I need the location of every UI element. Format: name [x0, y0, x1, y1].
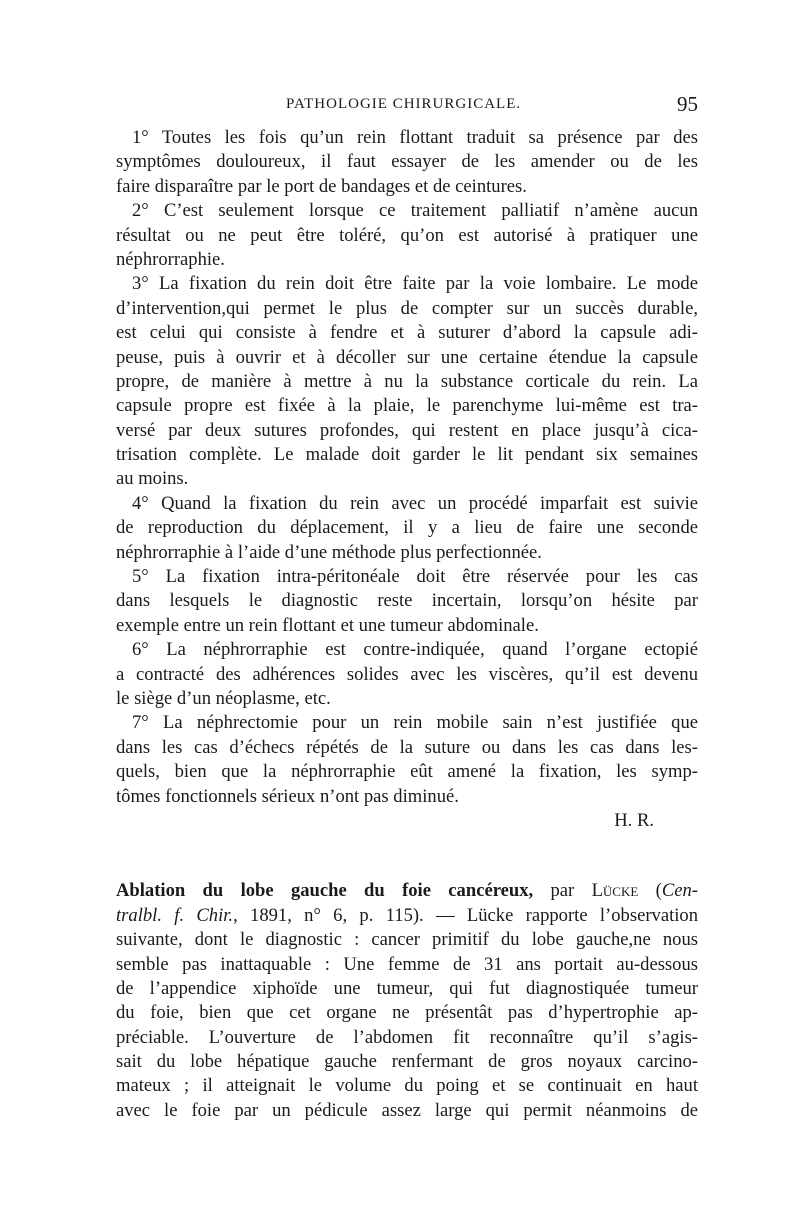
text-line: résultat ou ne peut être toléré, qu’on est autorisé à pratiquer une	[116, 224, 698, 246]
text-line: exemple entre un rein flottant et une tumeur abdominale.	[116, 614, 539, 636]
text-line: propre, de manière à mettre à nu la substance corticale du rein. La	[116, 370, 698, 392]
text-line: avec le foie par un pédicule assez large qui permit néanmoins de	[116, 1099, 698, 1121]
text-line: symptômes douloureux, il faut essayer de les amender ou de les	[116, 151, 698, 173]
text-line: 6° La néphrorraphie est contre-indiquée, quand l’organe ectopié	[132, 639, 698, 661]
by-text: par	[533, 880, 592, 902]
text-line: peuse, puis à ouvrir et à décoller sur une certaine étendue la capsule	[116, 346, 698, 368]
section-gap	[116, 833, 698, 879]
text-line: capsule propre est fixée à la plaie, le parenchyme lui-même est tra-	[116, 395, 698, 417]
text-line: sait du lobe hépatique gauche renfermant de gros noyaux carcino-	[116, 1051, 698, 1073]
text-line: dans les cas d’échecs répétés de la suture ou dans les cas dans les-	[116, 736, 698, 758]
page-number: 95	[677, 92, 698, 116]
text-line: de reproduction du déplacement, il y a lieu de faire une seconde	[116, 517, 698, 539]
text-line: trisation complète. Le malade doit garder le lit pendant six semaines	[116, 444, 698, 466]
text-line: 2° C’est seulement lorsque ce traitement palliatif n’amène aucun	[132, 200, 698, 222]
text-line: faire disparaître par le port de bandages et de ceintures.	[116, 175, 527, 197]
text-line: néphrorraphie.	[116, 248, 225, 270]
journal-name: tralbl. f. Chir.	[116, 904, 234, 926]
text-line: d’intervention,qui permet le plus de compter sur un succès durable,	[116, 297, 698, 319]
text-line: 5° La fixation intra-péritonéale doit être réservée pour les cas	[132, 566, 698, 588]
abstract-heading-line	[116, 879, 698, 903]
text-line: versé par deux sutures profondes, qui restent en place jusqu’à cica-	[116, 419, 698, 441]
text-line: est celui qui consiste à fendre et à suturer d’abord la capsule adi-	[116, 322, 698, 344]
article-title: Ablation du lobe gauche du foie cancéreux,	[116, 880, 534, 902]
text-line: 3° La fixation du rein doit être faite par la voie lombaire. Le mode	[132, 273, 698, 295]
text-line: 4° Quand la fixation du rein avec un procédé imparfait est suivie	[132, 492, 698, 514]
citation-text: , 1891, n° 6, p. 115). — Lücke rapporte l’observation	[233, 904, 698, 926]
book-page	[116, 92, 698, 1123]
citation-line	[116, 904, 698, 928]
text-line: 7° La néphrectomie pour un rein mobile sain n’est justifiée que	[132, 712, 698, 734]
text-line: a contracté des adhérences solides avec les viscères, qu’il est devenu	[116, 663, 698, 685]
text-line: au moins.	[116, 468, 189, 490]
text-line: 1° Toutes les fois qu’un rein flottant traduit sa présence par des	[132, 127, 698, 148]
text-line: le siège d’un néoplasme, etc.	[116, 687, 331, 709]
text-line: de l’appendice xiphoïde une tumeur, qui fut diagnostiquée tumeur	[116, 977, 698, 999]
text-line: néphrorraphie à l’aide d’une méthode plus perfectionnée.	[116, 541, 542, 563]
conclusions-section	[116, 126, 698, 833]
author-signature: H. R.	[614, 809, 654, 831]
text-line: du foie, bien que cet organe ne présentât pas d’hypertrophie ap-	[116, 1002, 698, 1024]
running-header	[116, 92, 698, 126]
open-paren: (	[638, 880, 662, 902]
abstract-section	[116, 879, 698, 1123]
text-line: semble pas inattaquable : Une femme de 31 ans portait au-dessous	[116, 953, 698, 975]
text-line: préciable. L’ouverture de l’abdomen fit reconnaître qu’il s’agis-	[116, 1026, 698, 1048]
text-line: mateux ; il atteignait le volume du poing et se continuait en haut	[116, 1075, 698, 1097]
running-title: PATHOLOGIE CHIRURGICALE.	[286, 96, 522, 112]
text-line: suivante, dont le diagnostic : cancer primitif du lobe gauche,ne nous	[116, 929, 698, 951]
text-line: tômes fonctionnels sérieux n’ont pas diminué.	[116, 785, 459, 807]
journal-name-part: Cen-	[661, 880, 698, 902]
author-name: Lücke	[591, 880, 639, 902]
text-line: dans lesquels le diagnostic reste incertain, lorsqu’on hésite par	[116, 590, 698, 612]
text-line: quels, bien que la néphrorraphie eût amené la fixation, les symp-	[116, 761, 698, 783]
